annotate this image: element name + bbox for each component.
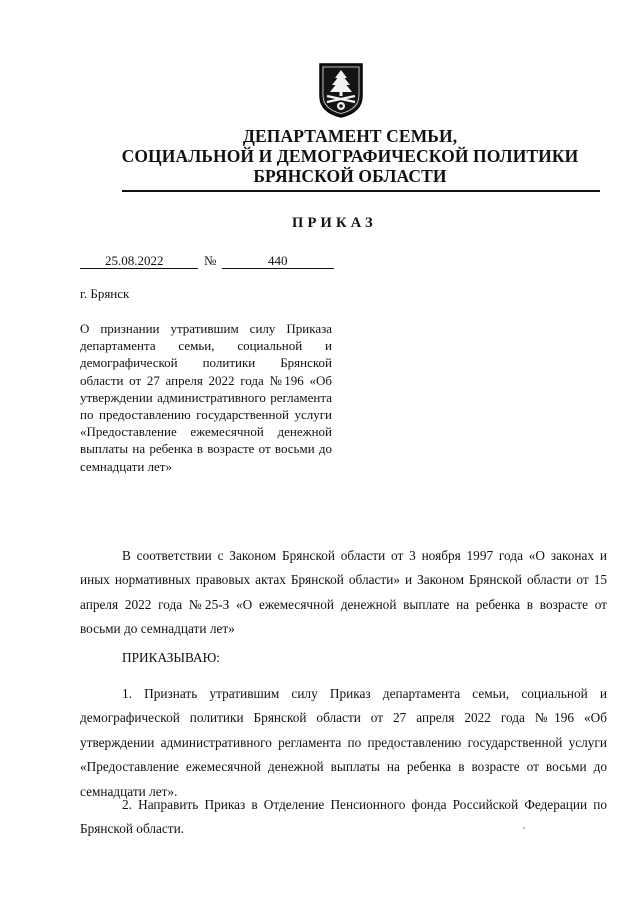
order-date: 25.08.2022	[105, 253, 164, 268]
order-item-1: 1. Признать утратившим силу Приказ департамента семьи, социальной и демографической политики Брянской области от 27 апреля 2022 года №196 «Об утверждении административного регламента по предоставлению государственной услуги «Предоставление ежемесячной денежной выплаты на ребенка в возрасте от восьми до семнадцати лет».	[80, 686, 607, 799]
department-name-line1: ДЕПАРТАМЕНТ СЕМЬИ,	[242, 126, 458, 146]
bryansk-coat-of-arms-icon	[318, 62, 364, 118]
scan-artifact	[523, 827, 525, 829]
number-sign: №	[204, 253, 217, 268]
order-title: ПРИКАЗ	[292, 215, 377, 231]
order-date-field	[80, 253, 198, 269]
city: г. Брянск	[80, 286, 130, 301]
order-number-field	[222, 253, 334, 269]
header-divider	[122, 190, 600, 192]
order-number: 440	[268, 253, 288, 268]
intro-paragraph: В соответствии с Законом Брянской области от 3 ноября 1997 года «О законах и иных нормативных правовых актах Брянской области» и Законом Брянской области от 15 апреля 2022 года №25-З «О ежемесячной денежной выплате на ребенка в возрасте от восьми до семнадцати лет»	[80, 548, 607, 637]
order-directive: ПРИКАЗЫВАЮ:	[122, 650, 220, 665]
department-name-line2: СОЦИАЛЬНОЙ И ДЕМОГРАФИЧЕСКОЙ ПОЛИТИКИ	[121, 146, 579, 166]
order-item-2: 2. Направить Приказ в Отделение Пенсионного фонда Российской Федерации по Брянской области.	[80, 797, 607, 837]
department-name-line3: БРЯНСКОЙ ОБЛАСТИ	[253, 166, 447, 186]
order-subject: О признании утратившим силу Приказа департамента семьи, социальной и демографической политики Брянской области от 27 апреля 2022 года №196 «Об утверждении административного регламента по предоставлению государственной услуги «Предоставление ежемесячной денежной выплаты на ребенка в возрасте от восьми до семнадцати лет»	[80, 321, 332, 474]
